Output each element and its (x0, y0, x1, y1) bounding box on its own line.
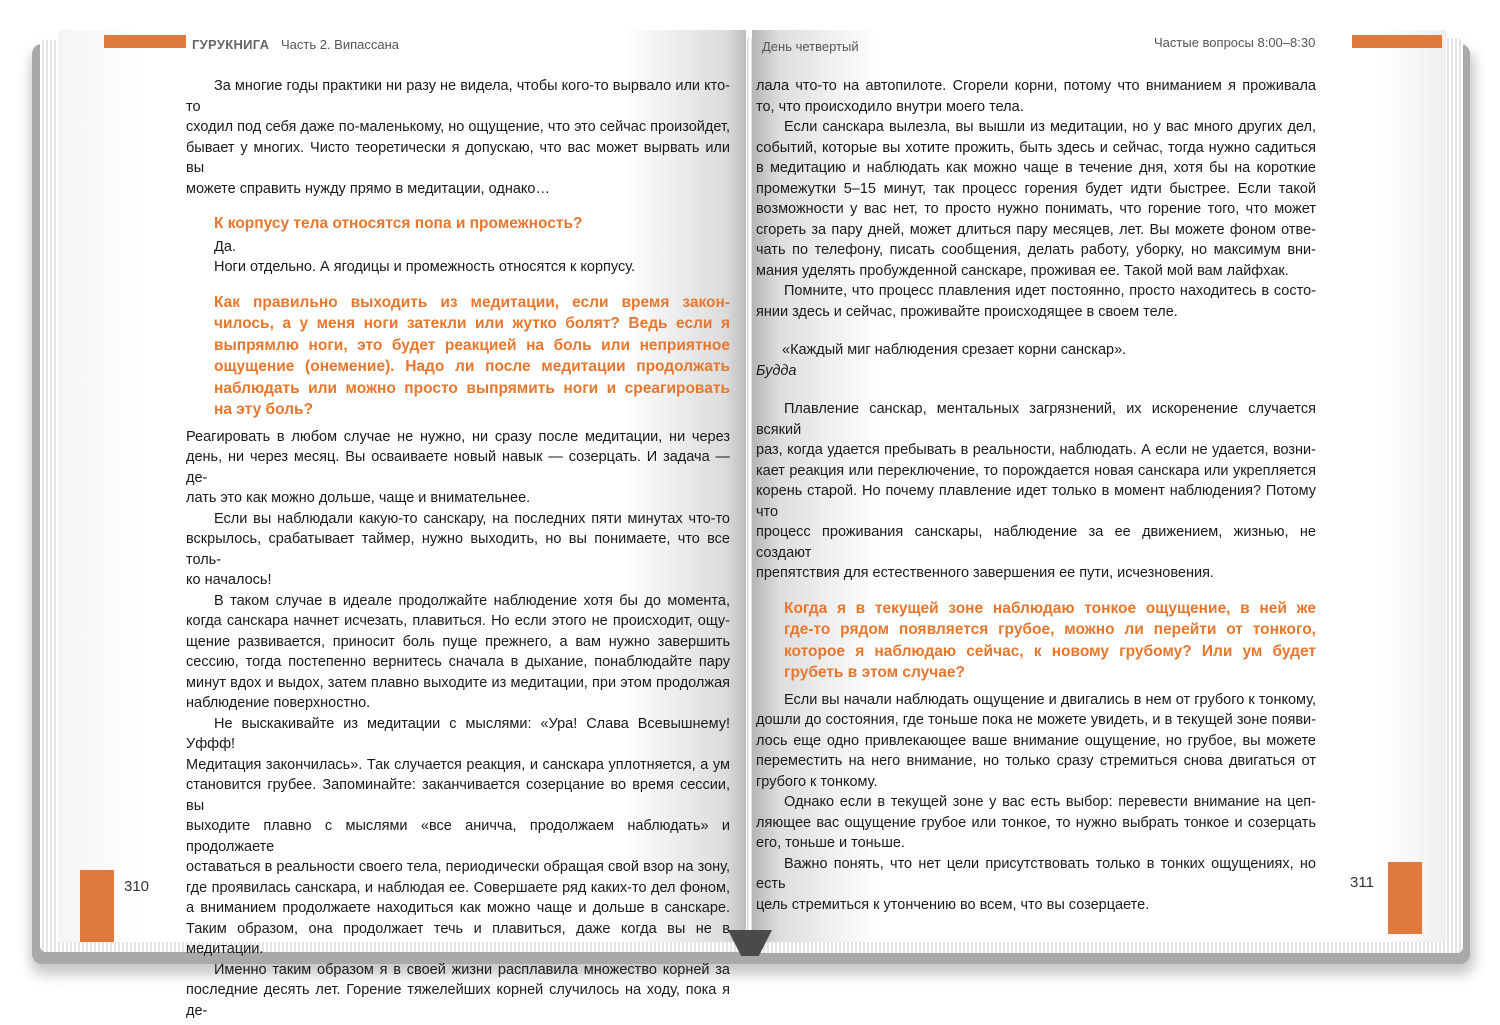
question-line: где-то рядом появляется грубое, можно ли перейти от тонкого, (784, 621, 1316, 638)
paragraph-line: Плавление санскар, ментальных загрязнений, их искоренение случается всякий (756, 401, 1316, 438)
paragraph-line: корень старой. Но почему плавление идет только в момент наблюдения? Потому что (756, 483, 1316, 520)
paragraph-line: раз, когда удается пребывать в реальности, наблюдать. А если не удается, возни- (756, 442, 1316, 458)
intro-line: За многие годы практики ни разу не видела, чтобы кого-то вырвало или кто-то (186, 78, 730, 115)
paragraph-line: Если санскара вылезла, вы вышли из медитации, но у вас много других дел, (784, 119, 1316, 135)
paragraph-line: Медитация закончилась». Так случается реакция, и санскара уплотняется, а ум (186, 756, 730, 773)
paragraph-line: в медитацию и наблюдать как можно чаще в течение дня, хотя бы на короткие (756, 160, 1316, 176)
running-header-left (192, 37, 399, 52)
paragraph-line: его, тоньше и тоньше. (756, 835, 905, 851)
question-heading-block (186, 292, 730, 421)
left-body (186, 76, 730, 1021)
page-number-tab-left (80, 870, 114, 942)
paragraph-line: день, ни через месяц. Вы осваиваете новый навык — созерцать. И задача — де- (186, 449, 730, 486)
intro-line: сходил под себя даже по-маленькому, но ощущение, что это сейчас произойдет, (186, 119, 730, 135)
paragraph-line: препятствия для естественного завершения ее пути, исчезновения. (756, 565, 1214, 581)
page-number-left: 310 (124, 878, 150, 895)
paragraph-line: цель стремиться к утончению во всем, что вы созерцаете. (756, 896, 1150, 913)
paragraph-line: Помните, что процесс плавления идет постоянно, просто находитесь в состо- (784, 283, 1316, 299)
paragraph-line: лать это как можно дольше, чаще и внимательнее. (186, 490, 531, 506)
paragraph-line: наблюдение поверхностно. (186, 695, 371, 711)
paragraph-line: Однако если в текущей зоне у вас есть выбор: перевести внимание на цеп- (784, 794, 1316, 810)
intro-line: можете справить нужду прямо в медитации, однако… (186, 180, 550, 197)
paragraph-line: дошли до состояния, где тоньше пока не можете увидеть, и в текущей зоне появи- (756, 712, 1316, 728)
paragraph-line: где проявилась санскара, и наблюдая ее. Совершаете ряд каких-то дел фоном, (186, 879, 730, 896)
question-line: чилось, а у меня ноги затекли или жутко болят? Ведь если я (214, 315, 730, 332)
paragraph-line: Именно таким образом я в своей жизни расплавила множество корней за (214, 961, 730, 978)
paragraph-line: событий, которые вы хотите прожить, быть здесь и сейчас, тогда нужно садиться (756, 139, 1316, 156)
header-brand: ГУРУКНИГА (192, 37, 270, 52)
paragraph-line: процесс проживания санскары, наблюдение за ее движением, жизнью, не создают (756, 524, 1316, 561)
intro-line: бывает у многих. Чисто теоретически я допускаю, что вас может вырвать или вы (186, 139, 730, 176)
right-page (752, 30, 1446, 942)
paragraph-line: Таким образом, она продолжает течь и плавиться, даже когда вы не в медитации. (186, 920, 730, 957)
answer-line: Да. (214, 238, 236, 255)
question-heading-block (756, 598, 1316, 684)
paragraph-line: вскрылось, срабатывает таймер, нужно выходить, но вы понимаете, что все толь- (186, 531, 730, 568)
right-body (756, 76, 1316, 915)
paragraph-line: минут вдох и выдох, затем плавно выходите из медитации, при этом продолжая (186, 674, 730, 691)
paragraph-line: Важно понять, что нет цели присутствовать только в тонких ощущениях, но есть (756, 855, 1316, 892)
paragraph-line: Если вы начали наблюдать ощущение и двигались в нем от грубого к тонкому, (784, 691, 1316, 708)
paragraph-line: переместить на него внимание, но только сразу стремиться снова двигаться от (756, 753, 1316, 769)
question-line: наблюдать или можно просто выпрямить ноги и среагировать (214, 379, 730, 397)
paragraph-line: ко началось! (186, 572, 272, 588)
paragraph-line: Если вы наблюдали какую-то санскару, на последних пяти минутах что-то (214, 510, 730, 527)
paragraph-line: грубого к тонкому. (756, 773, 878, 790)
header-section-right: Частые вопросы 8:00–8:30 (1154, 35, 1316, 50)
paragraph-line: Реагировать в любом случае не нужно, ни сразу после медитации, ни через (186, 428, 730, 445)
paragraph-line: сгореть за пару дней, может длиться пару месяцев, лет. Вы можете фоном отве- (756, 221, 1316, 238)
paragraph-line: Не выскакивайте из медитации с мыслями: «Ура! Слава Всевышнему! Уффф! (186, 715, 730, 752)
question-heading: К корпусу тела относятся попа и промежность? (214, 215, 583, 232)
paragraph-line: когда санскара начнет исчезать, плавиться. Но если этого не происходит, ощу- (186, 613, 730, 629)
paragraph-line: лось еще одно привлекающее ваше внимание ощущение, но грубое, вы можете (756, 732, 1316, 749)
question-line: грубеть в этом случае? (784, 664, 965, 681)
question-line: на эту боль? (214, 401, 314, 418)
paragraph-line: становится грубее. Запоминайте: заканчивается созерцание во время сессии, вы (186, 777, 730, 814)
question-line: которое я наблюдаю сейчас, к новому грубому? Или ум будет (784, 642, 1316, 660)
question-line: ощущение (онемение). Надо ли после медитации продолжать (214, 358, 730, 375)
paragraph-line: В таком случае в идеале продолжайте наблюдение хотя бы до момента, (214, 592, 730, 609)
question-line: выпрямлю ноги, это будет реакцией на боль или неприятное (214, 336, 730, 354)
epigraph-quote: «Каждый миг наблюдения срезает корни санскар». (782, 342, 1127, 358)
answer-line: Ноги отдельно. А ягодицы и промежность относятся к корпусу. (214, 259, 636, 275)
paragraph-line: чать по телефону, писать сообщения, делать работу, уборку, но максимум вни- (756, 242, 1316, 258)
paragraph-line: последние десять лет. Горение тяжелейших корней случилось на ходу, пока я де- (186, 982, 730, 1019)
paragraph-line: промежутки 5–15 минут, так процесс горения будет идти быстрее. Если такой (756, 180, 1316, 197)
left-page (58, 30, 746, 1019)
page-number-right: 311 (1350, 874, 1374, 891)
paragraph-line: мания уделять пробужденной санскаре, проживая ее. Такой мой вам лайфхак. (756, 262, 1289, 279)
paragraph-line: ляющее вас ощущение грубое или тонкое, то нужно выбрать тонкое и созерцать (756, 814, 1316, 831)
question-line: Как правильно выходить из медитации, если время закон- (214, 293, 730, 311)
paragraph-line: то, что происходило внутри моего тела. (756, 98, 1024, 115)
paragraph-line: выходите плавно с мыслями «все аничча, продолжаем наблюдать» и продолжаете (186, 818, 730, 855)
page-number-tab-right (1388, 862, 1422, 934)
paragraph-line: лала что-то на автопилоте. Сгорели корни, потому что вниманием я проживала (756, 78, 1316, 94)
paragraph-line: сессию, тогда постепенно вернитесь сначала в дыхание, понаблюдайте пару (186, 654, 730, 670)
paragraph-line: а вниманием продолжаете находиться как можно чаще и дольше в санскаре. (186, 900, 730, 916)
paragraph-line: щение развивается, приносит боль пуще прежнего, а вам нужно завершить (186, 633, 730, 650)
header-tab-left (104, 35, 186, 48)
header-section-left: Часть 2. Випассана (280, 37, 400, 52)
paragraph-line: кает реакция или переключение, то порождается новая санскара или укрепляется (756, 462, 1316, 479)
paragraph-line: оставаться в реальности своего тела, периодически обращая свой взор на зону, (186, 859, 730, 875)
epigraph-author: Будда (756, 362, 797, 379)
paragraph-line: янии здесь и сейчас, проживайте происходящее в своем теле. (756, 303, 1178, 320)
header-tab-right (1352, 35, 1442, 48)
question-line: Когда я в текущей зоне наблюдаю тонкое ощущение, в ней же (784, 599, 1316, 617)
paragraph-line: возможности у вас нет, то просто нужно понимать, что горение того, что может (756, 201, 1316, 217)
header-day: День четвертый (762, 39, 859, 54)
